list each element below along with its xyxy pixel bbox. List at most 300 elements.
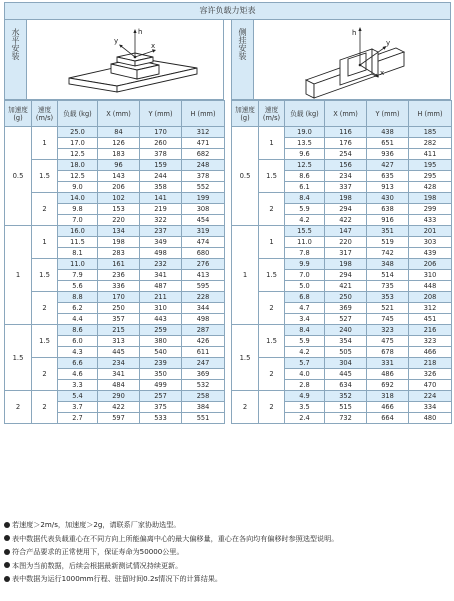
load-cell: 4.4 bbox=[58, 314, 98, 325]
h-cell: 312 bbox=[182, 127, 225, 138]
header-y: Y (mm) bbox=[367, 101, 409, 127]
x-cell: 206 bbox=[98, 182, 140, 193]
y-cell: 244 bbox=[140, 171, 182, 182]
load-cell: 4.0 bbox=[285, 369, 325, 380]
acceleration-cell: 0.5 bbox=[5, 127, 32, 226]
load-cell: 17.0 bbox=[58, 138, 98, 149]
y-cell: 486 bbox=[367, 369, 409, 380]
x-cell: 634 bbox=[325, 380, 367, 391]
x-cell: 250 bbox=[325, 292, 367, 303]
load-cell: 8.4 bbox=[285, 193, 325, 204]
note-item: 表中数据为运行1000mm行程、驻留时间0.2s情况下的计算结果。 bbox=[4, 572, 451, 586]
header-speed: 速度 (m/s) bbox=[259, 101, 285, 127]
h-cell: 199 bbox=[182, 193, 225, 204]
side-mount-diagram bbox=[256, 20, 450, 99]
table-row bbox=[232, 226, 452, 237]
table-row bbox=[5, 160, 225, 171]
h-cell: 218 bbox=[409, 358, 452, 369]
x-cell: 597 bbox=[98, 413, 140, 424]
h-cell: 299 bbox=[409, 204, 452, 215]
side-table-body bbox=[232, 127, 452, 424]
y-cell: 487 bbox=[140, 281, 182, 292]
header-h: H (mm) bbox=[182, 101, 225, 127]
table-row bbox=[232, 259, 452, 270]
y-cell: 664 bbox=[367, 413, 409, 424]
speed-cell: 1.5 bbox=[259, 160, 285, 193]
h-cell: 201 bbox=[409, 226, 452, 237]
y-cell: 170 bbox=[140, 127, 182, 138]
y-cell: 745 bbox=[367, 314, 409, 325]
x-cell: 234 bbox=[98, 358, 140, 369]
y-cell: 692 bbox=[367, 380, 409, 391]
x-cell: 294 bbox=[325, 270, 367, 281]
h-cell: 682 bbox=[182, 149, 225, 160]
horizontal-load-table bbox=[4, 100, 225, 424]
x-cell: 304 bbox=[325, 358, 367, 369]
h-cell: 308 bbox=[182, 204, 225, 215]
notes-list bbox=[4, 518, 451, 586]
side-diagram-row bbox=[231, 20, 451, 100]
h-cell: 471 bbox=[182, 138, 225, 149]
y-cell: 466 bbox=[367, 402, 409, 413]
load-cell: 4.6 bbox=[58, 369, 98, 380]
h-cell: 448 bbox=[409, 281, 452, 292]
acceleration-cell: 2 bbox=[232, 391, 259, 424]
h-cell: 451 bbox=[409, 314, 452, 325]
x-cell: 156 bbox=[325, 160, 367, 171]
load-cell: 9.0 bbox=[58, 182, 98, 193]
x-cell: 484 bbox=[98, 380, 140, 391]
y-cell: 318 bbox=[367, 391, 409, 402]
h-cell: 334 bbox=[409, 402, 452, 413]
load-cell: 9.9 bbox=[285, 259, 325, 270]
y-cell: 742 bbox=[367, 248, 409, 259]
speed-cell: 1.5 bbox=[259, 325, 285, 358]
y-cell: 351 bbox=[367, 226, 409, 237]
h-cell: 344 bbox=[182, 303, 225, 314]
x-cell: 445 bbox=[98, 347, 140, 358]
x-cell: 198 bbox=[325, 193, 367, 204]
load-cell: 7.9 bbox=[58, 270, 98, 281]
y-cell: 635 bbox=[367, 171, 409, 182]
h-cell: 474 bbox=[182, 237, 225, 248]
speed-cell: 1 bbox=[32, 127, 58, 160]
load-cell: 4.2 bbox=[285, 347, 325, 358]
x-cell: 354 bbox=[325, 336, 367, 347]
h-cell: 208 bbox=[409, 292, 452, 303]
acceleration-cell: 1.5 bbox=[232, 325, 259, 391]
table-row bbox=[5, 292, 225, 303]
x-cell: 369 bbox=[325, 303, 367, 314]
y-cell: 219 bbox=[140, 204, 182, 215]
x-cell: 422 bbox=[325, 215, 367, 226]
y-cell: 499 bbox=[140, 380, 182, 391]
load-cell: 11.0 bbox=[285, 237, 325, 248]
y-cell: 651 bbox=[367, 138, 409, 149]
y-cell: 438 bbox=[367, 127, 409, 138]
load-cell: 11.0 bbox=[58, 259, 98, 270]
note-item: 表中数据代表负载重心在不同方向上所能偏离中心的最大偏移量，重心在各向均有偏移时参照选型说明。 bbox=[4, 532, 451, 546]
h-cell: 378 bbox=[182, 171, 225, 182]
x-cell: 96 bbox=[98, 160, 140, 171]
side-y-axis-label: y bbox=[386, 39, 391, 47]
h-cell: 276 bbox=[182, 259, 225, 270]
h-cell: 224 bbox=[409, 391, 452, 402]
y-cell: 521 bbox=[367, 303, 409, 314]
y-cell: 259 bbox=[140, 325, 182, 336]
speed-cell: 1 bbox=[259, 226, 285, 259]
speed-cell: 2 bbox=[32, 391, 58, 424]
y-cell: 378 bbox=[140, 149, 182, 160]
h-cell: 454 bbox=[182, 215, 225, 226]
speed-cell: 1.5 bbox=[32, 325, 58, 358]
y-cell: 519 bbox=[367, 237, 409, 248]
bullet-icon bbox=[4, 562, 10, 568]
load-cell: 6.2 bbox=[58, 303, 98, 314]
y-cell: 237 bbox=[140, 226, 182, 237]
y-cell: 430 bbox=[367, 193, 409, 204]
side-mount-panel bbox=[231, 20, 451, 424]
y-cell: 322 bbox=[140, 215, 182, 226]
load-cell: 11.5 bbox=[58, 237, 98, 248]
speed-cell: 2 bbox=[259, 391, 285, 424]
x-cell: 183 bbox=[98, 149, 140, 160]
acceleration-cell: 0.5 bbox=[232, 127, 259, 226]
load-cell: 6.1 bbox=[285, 182, 325, 193]
h-cell: 312 bbox=[409, 303, 452, 314]
header-acc: 加速度 (g) bbox=[232, 101, 259, 127]
h-cell: 680 bbox=[182, 248, 225, 259]
note-item: 若速度＞2m/s，加速度＞2g，请联系厂家协助选型。 bbox=[4, 518, 451, 532]
h-cell: 206 bbox=[409, 259, 452, 270]
h-cell: 433 bbox=[409, 215, 452, 226]
speed-cell: 1.5 bbox=[259, 259, 285, 292]
horizontal-mount-label: 水平安装 bbox=[5, 20, 27, 99]
x-cell: 153 bbox=[98, 204, 140, 215]
h-cell: 413 bbox=[182, 270, 225, 281]
side-load-table bbox=[231, 100, 452, 424]
h-axis-label: h bbox=[138, 28, 143, 36]
h-cell: 411 bbox=[409, 149, 452, 160]
y-cell: 540 bbox=[140, 347, 182, 358]
y-cell: 341 bbox=[140, 270, 182, 281]
h-cell: 426 bbox=[182, 336, 225, 347]
h-cell: 319 bbox=[182, 226, 225, 237]
h-cell: 369 bbox=[182, 369, 225, 380]
load-cell: 5.9 bbox=[285, 204, 325, 215]
header-load: 负载 (kg) bbox=[285, 101, 325, 127]
header-y: Y (mm) bbox=[140, 101, 182, 127]
header-h: H (mm) bbox=[409, 101, 452, 127]
load-cell: 3.7 bbox=[58, 402, 98, 413]
h-cell: 466 bbox=[409, 347, 452, 358]
load-cell: 9.8 bbox=[58, 204, 98, 215]
load-cell: 4.3 bbox=[58, 347, 98, 358]
x-cell: 527 bbox=[325, 314, 367, 325]
load-cell: 5.9 bbox=[285, 336, 325, 347]
y-cell: 427 bbox=[367, 160, 409, 171]
y-cell: 475 bbox=[367, 336, 409, 347]
side-mount-label: 侧挂安装 bbox=[232, 20, 254, 99]
h-cell: 248 bbox=[182, 160, 225, 171]
table-row bbox=[232, 292, 452, 303]
y-cell: 260 bbox=[140, 138, 182, 149]
header-speed: 速度 (m/s) bbox=[32, 101, 58, 127]
note-item: 本图为当前数据，后续会根据最新测试情况持续更新。 bbox=[4, 559, 451, 573]
table-row bbox=[232, 325, 452, 336]
h-cell: 295 bbox=[409, 171, 452, 182]
table-row bbox=[5, 127, 225, 138]
x-cell: 240 bbox=[325, 325, 367, 336]
x-cell: 198 bbox=[98, 237, 140, 248]
h-cell: 247 bbox=[182, 358, 225, 369]
load-cell: 8.6 bbox=[285, 171, 325, 182]
x-cell: 337 bbox=[325, 182, 367, 193]
x-cell: 220 bbox=[325, 237, 367, 248]
table-row bbox=[5, 226, 225, 237]
y-cell: 735 bbox=[367, 281, 409, 292]
bullet-icon bbox=[4, 576, 10, 582]
x-cell: 84 bbox=[98, 127, 140, 138]
h-cell: 303 bbox=[409, 237, 452, 248]
x-cell: 283 bbox=[98, 248, 140, 259]
load-cell: 16.0 bbox=[58, 226, 98, 237]
y-cell: 232 bbox=[140, 259, 182, 270]
h-cell: 216 bbox=[409, 325, 452, 336]
y-cell: 380 bbox=[140, 336, 182, 347]
x-cell: 357 bbox=[98, 314, 140, 325]
speed-cell: 2 bbox=[32, 358, 58, 391]
y-cell: 239 bbox=[140, 358, 182, 369]
load-cell: 4.2 bbox=[285, 215, 325, 226]
load-cell: 2.8 bbox=[285, 380, 325, 391]
x-cell: 515 bbox=[325, 402, 367, 413]
y-cell: 443 bbox=[140, 314, 182, 325]
y-cell: 375 bbox=[140, 402, 182, 413]
load-cell: 19.0 bbox=[285, 127, 325, 138]
y-cell: 331 bbox=[367, 358, 409, 369]
load-cell: 6.0 bbox=[58, 336, 98, 347]
bullet-icon bbox=[4, 549, 10, 555]
h-cell: 326 bbox=[409, 369, 452, 380]
h-cell: 552 bbox=[182, 182, 225, 193]
y-cell: 323 bbox=[367, 325, 409, 336]
load-cell: 3.5 bbox=[285, 402, 325, 413]
header-acc: 加速度 (g) bbox=[5, 101, 32, 127]
horizontal-mount-diagram bbox=[29, 20, 223, 99]
h-cell: 480 bbox=[409, 413, 452, 424]
x-cell: 215 bbox=[98, 325, 140, 336]
horizontal-mount-panel bbox=[4, 20, 224, 424]
speed-cell: 2 bbox=[259, 292, 285, 325]
load-cell: 5.4 bbox=[58, 391, 98, 402]
h-cell: 439 bbox=[409, 248, 452, 259]
x-cell: 505 bbox=[325, 347, 367, 358]
y-cell: 498 bbox=[140, 248, 182, 259]
x-cell: 126 bbox=[98, 138, 140, 149]
x-cell: 732 bbox=[325, 413, 367, 424]
table-row bbox=[232, 127, 452, 138]
speed-cell: 2 bbox=[259, 193, 285, 226]
load-cell: 12.5 bbox=[58, 171, 98, 182]
bullet-icon bbox=[4, 522, 10, 528]
table-row bbox=[5, 259, 225, 270]
y-cell: 913 bbox=[367, 182, 409, 193]
h-cell: 551 bbox=[182, 413, 225, 424]
speed-cell: 1 bbox=[32, 226, 58, 259]
side-x-axis-label: x bbox=[380, 69, 385, 77]
y-cell: 257 bbox=[140, 391, 182, 402]
header-x: X (mm) bbox=[325, 101, 367, 127]
load-cell: 5.7 bbox=[285, 358, 325, 369]
load-cell: 4.7 bbox=[285, 303, 325, 314]
load-cell: 6.8 bbox=[285, 292, 325, 303]
x-cell: 421 bbox=[325, 281, 367, 292]
load-cell: 12.5 bbox=[58, 149, 98, 160]
note-item: 符合产品要求的正常使用下，保证寿命为50000公里。 bbox=[4, 545, 451, 559]
speed-cell: 1 bbox=[259, 127, 285, 160]
load-cell: 7.0 bbox=[285, 270, 325, 281]
y-axis-label: y bbox=[114, 37, 119, 45]
h-cell: 198 bbox=[409, 193, 452, 204]
h-cell: 428 bbox=[409, 182, 452, 193]
h-cell: 323 bbox=[409, 336, 452, 347]
table-row bbox=[232, 193, 452, 204]
load-cell: 8.6 bbox=[58, 325, 98, 336]
y-cell: 350 bbox=[140, 369, 182, 380]
table-title: 容许负载力矩表 bbox=[4, 2, 451, 20]
load-cell: 5.0 bbox=[285, 281, 325, 292]
speed-cell: 2 bbox=[32, 193, 58, 226]
h-cell: 595 bbox=[182, 281, 225, 292]
x-cell: 134 bbox=[98, 226, 140, 237]
horizontal-table-body bbox=[5, 127, 225, 424]
h-cell: 287 bbox=[182, 325, 225, 336]
y-cell: 211 bbox=[140, 292, 182, 303]
h-cell: 228 bbox=[182, 292, 225, 303]
table-row bbox=[232, 160, 452, 171]
y-cell: 533 bbox=[140, 413, 182, 424]
x-cell: 176 bbox=[325, 138, 367, 149]
x-cell: 290 bbox=[98, 391, 140, 402]
load-cell: 8.8 bbox=[58, 292, 98, 303]
x-cell: 317 bbox=[325, 248, 367, 259]
load-cell: 3.3 bbox=[58, 380, 98, 391]
x-cell: 341 bbox=[98, 369, 140, 380]
load-cell: 8.1 bbox=[58, 248, 98, 259]
load-cell: 4.9 bbox=[285, 391, 325, 402]
h-cell: 310 bbox=[409, 270, 452, 281]
y-cell: 916 bbox=[367, 215, 409, 226]
load-cell: 7.0 bbox=[58, 215, 98, 226]
y-cell: 348 bbox=[367, 259, 409, 270]
y-cell: 159 bbox=[140, 160, 182, 171]
header-x: X (mm) bbox=[98, 101, 140, 127]
x-cell: 143 bbox=[98, 171, 140, 182]
speed-cell: 1.5 bbox=[32, 259, 58, 292]
load-cell: 18.0 bbox=[58, 160, 98, 171]
speed-cell: 2 bbox=[259, 358, 285, 391]
x-cell: 198 bbox=[325, 259, 367, 270]
load-cell: 7.8 bbox=[285, 248, 325, 259]
h-cell: 384 bbox=[182, 402, 225, 413]
table-row bbox=[5, 193, 225, 204]
load-cell: 25.0 bbox=[58, 127, 98, 138]
y-cell: 141 bbox=[140, 193, 182, 204]
acceleration-cell: 1.5 bbox=[5, 325, 32, 391]
speed-cell: 2 bbox=[32, 292, 58, 325]
h-cell: 532 bbox=[182, 380, 225, 391]
acceleration-cell: 2 bbox=[5, 391, 32, 424]
load-cell: 15.5 bbox=[285, 226, 325, 237]
header-load: 负载 (kg) bbox=[58, 101, 98, 127]
load-cell: 9.6 bbox=[285, 149, 325, 160]
acceleration-cell: 1 bbox=[232, 226, 259, 325]
h-cell: 282 bbox=[409, 138, 452, 149]
table-row bbox=[5, 325, 225, 336]
h-cell: 185 bbox=[409, 127, 452, 138]
x-cell: 250 bbox=[98, 303, 140, 314]
y-cell: 936 bbox=[367, 149, 409, 160]
load-cell: 2.4 bbox=[285, 413, 325, 424]
x-cell: 161 bbox=[98, 259, 140, 270]
x-cell: 254 bbox=[325, 149, 367, 160]
x-cell: 313 bbox=[98, 336, 140, 347]
y-cell: 678 bbox=[367, 347, 409, 358]
load-cell: 8.4 bbox=[285, 325, 325, 336]
speed-cell: 1.5 bbox=[32, 160, 58, 193]
y-cell: 638 bbox=[367, 204, 409, 215]
x-cell: 352 bbox=[325, 391, 367, 402]
x-cell: 445 bbox=[325, 369, 367, 380]
h-cell: 195 bbox=[409, 160, 452, 171]
y-cell: 310 bbox=[140, 303, 182, 314]
h-cell: 498 bbox=[182, 314, 225, 325]
h-cell: 258 bbox=[182, 391, 225, 402]
h-cell: 611 bbox=[182, 347, 225, 358]
x-cell: 234 bbox=[325, 171, 367, 182]
load-cell: 12.5 bbox=[285, 160, 325, 171]
acceleration-cell: 1 bbox=[5, 226, 32, 325]
load-cell: 13.5 bbox=[285, 138, 325, 149]
x-cell: 116 bbox=[325, 127, 367, 138]
load-cell: 3.4 bbox=[285, 314, 325, 325]
x-cell: 336 bbox=[98, 281, 140, 292]
x-cell: 236 bbox=[98, 270, 140, 281]
y-cell: 353 bbox=[367, 292, 409, 303]
table-row bbox=[232, 391, 452, 402]
load-cell: 6.6 bbox=[58, 358, 98, 369]
side-h-axis-label: h bbox=[352, 29, 357, 37]
y-cell: 349 bbox=[140, 237, 182, 248]
load-cell: 14.0 bbox=[58, 193, 98, 204]
y-cell: 358 bbox=[140, 182, 182, 193]
x-cell: 220 bbox=[98, 215, 140, 226]
table-row bbox=[5, 358, 225, 369]
x-cell: 170 bbox=[98, 292, 140, 303]
load-cell: 5.6 bbox=[58, 281, 98, 292]
bullet-icon bbox=[4, 535, 10, 541]
x-cell: 422 bbox=[98, 402, 140, 413]
x-cell: 102 bbox=[98, 193, 140, 204]
table-row bbox=[232, 358, 452, 369]
x-cell: 147 bbox=[325, 226, 367, 237]
horizontal-diagram-row bbox=[4, 20, 224, 100]
x-axis-label: x bbox=[151, 42, 156, 50]
x-cell: 294 bbox=[325, 204, 367, 215]
load-cell: 2.7 bbox=[58, 413, 98, 424]
table-row bbox=[5, 391, 225, 402]
